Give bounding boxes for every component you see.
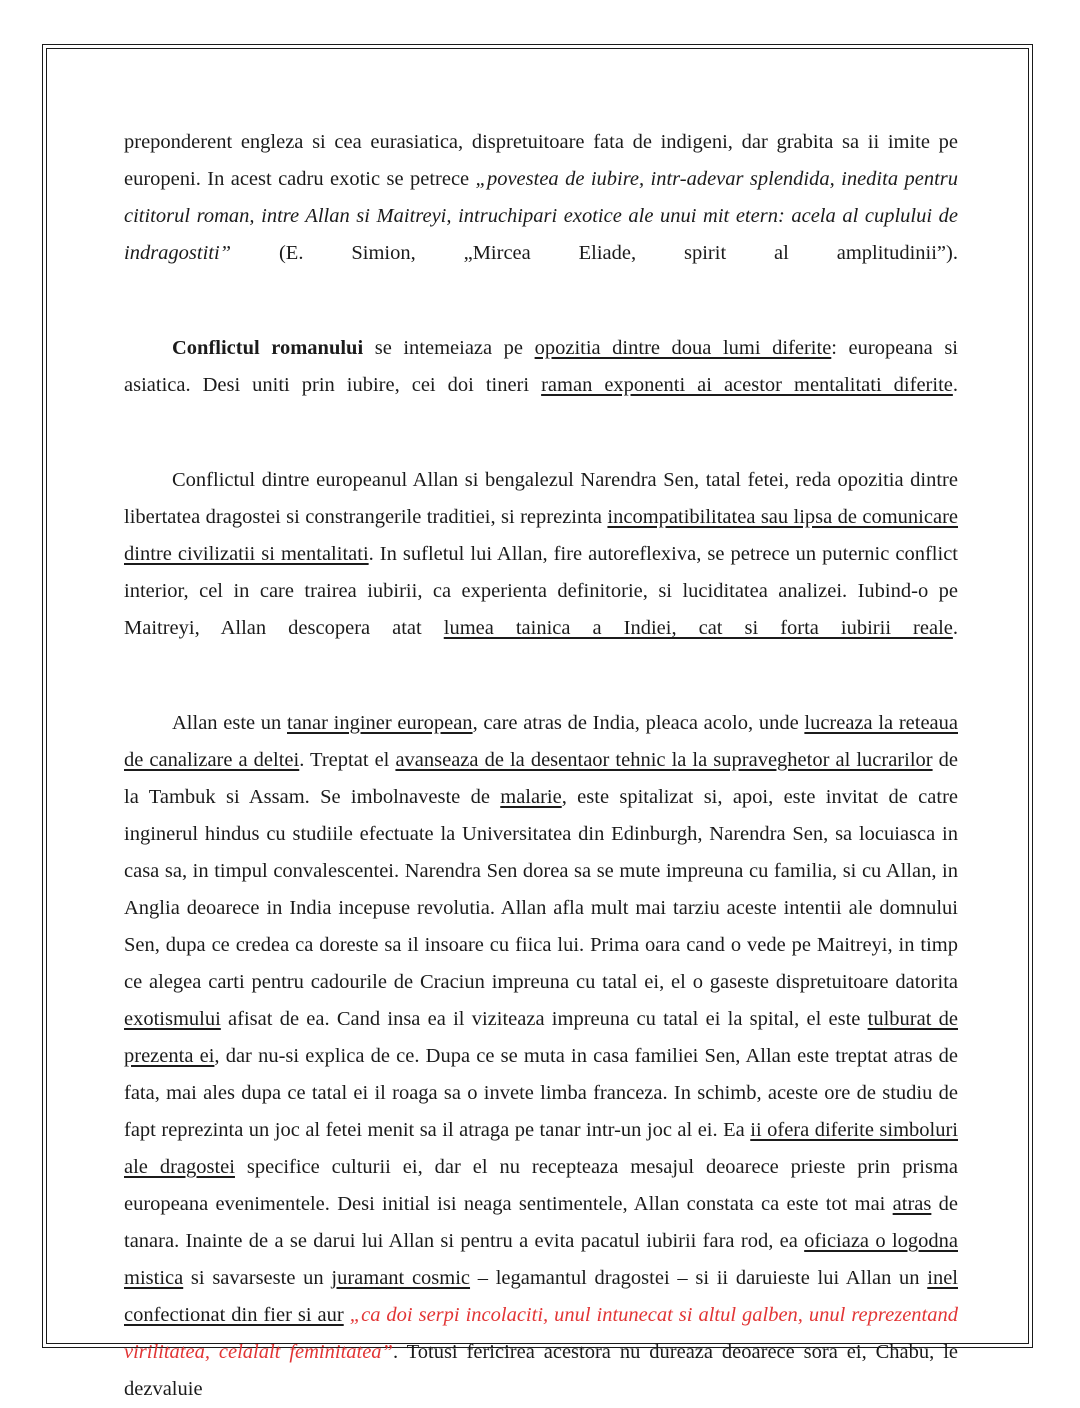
p2-run1: se intemeiaza pe	[363, 337, 535, 359]
p2-run3: .	[952, 374, 958, 396]
p4-underline-8: atras	[892, 1193, 932, 1215]
p4-run3: . Treptat el	[299, 749, 396, 771]
p4-run13: . Totusi fericirea acestora nu dureaza deoarece sora ei, Chabu, le dezvaluie	[124, 1341, 959, 1400]
p4-underline-6: tulburat de prezenta ei	[124, 1008, 958, 1067]
p3-underline-2: lumea tainica a Indiei, cat si forta iubirii reale	[443, 617, 953, 639]
p4-run5: , este spitalizat si, apoi, este invitat de catre inginerul hindus cu studiile efectuate la Universitatea din Edinburgh, Narendra Sen, sa locuiasca in casa sa, in timpul convalescentei. Narendra Sen dorea sa se mute impreuna cu familia, si cu Allan, in Anglia deoarece in India incepuse revolutia. Allan afla mult mai tarziu aceste intentii ale domnului Sen, dupa ce credea ca doreste sa il insoare cu fiica lui. Prima oara cand o vede pe Maitreyi, in timp ce alegea carti pentru cadourile de Craciun impreuna cu tatal ei, el o gaseste dispretuitoare datorita	[124, 786, 958, 993]
p4-underline-3: avanseaza de la desentaor tehnic la la supraveghetor al lucrarilor	[395, 749, 933, 771]
p2-underline-1: opozitia dintre doua lumi diferite	[534, 337, 832, 359]
paragraph-2	[124, 330, 958, 441]
p4-underline-9: oficiaza o logodna mistica	[124, 1230, 958, 1289]
p1-italic-quote: „povestea de iubire, intr-adevar splendida, inedita pentru cititorul roman, intre Allan si Maitreyi, intruchipari exotice ale unui mit etern: acela al cuplului de indragostiti”	[124, 168, 958, 264]
p4-run7: , dar nu-si explica de ce. Dupa ce se muta in casa familiei Sen, Allan este treptat atras de fata, mai ales dupa ce tatal ei il roaga sa o invete limba franceza. In schimb, aceste ore de studiu de fapt reprezinta un joc al fetei menit sa il atraga pe tanar intr-un joc al ei. Ea	[124, 1045, 959, 1141]
p4-run1: Allan este un	[172, 712, 287, 734]
p2-run2: : europeana si asiatica. Desi uniti prin iubire, cei doi tineri	[124, 337, 958, 396]
paragraph-1	[124, 124, 958, 309]
p4-underline-1: tanar inginer european	[287, 712, 473, 734]
p4-underline-2: lucreaza la reteaua de canalizare a deltei	[124, 712, 958, 771]
p4-run4: de la Tambuk si Assam. Se imbolnaveste de	[124, 749, 959, 808]
p4-run10: si savarseste un	[183, 1267, 332, 1289]
p4-red-italic-quote: „ca doi serpi incolaciti, unul intunecat si altul galben, unul reprezentand virilitatea, celalalt feminitatea”	[124, 1304, 958, 1363]
p3-run3: .	[952, 617, 958, 639]
p4-underline-11: inel confectionat din fier si aur	[124, 1267, 958, 1326]
paragraph-4	[124, 705, 958, 1408]
p4-underline-4: malarie	[500, 786, 562, 808]
p4-underline-7: ii ofera diferite simboluri ale dragostei	[124, 1119, 958, 1178]
p4-underline-10: juramant cosmic	[331, 1267, 471, 1289]
paragraph-3	[124, 462, 958, 684]
p2-underline-2: raman exponenti ai acestor mentalitati diferite	[541, 374, 953, 396]
p4-run9: de tanara. Inainte de a se darui lui Allan si pentru a evita pacatul iubirii fara rod, ea	[124, 1193, 958, 1252]
p2-bold-lead: Conflictul romanului	[172, 337, 364, 359]
p3-underline-1: incompatibilitatea sau lipsa de comunicare dintre civilizatii si mentalitati	[124, 506, 958, 565]
p1-run2: (E. Simion, „Mircea Eliade, spirit al amplitudinii”).	[231, 242, 958, 264]
p4-underline-5: exotismului	[124, 1008, 221, 1030]
p3-run2: . In sufletul lui Allan, fire autoreflexiva, se petrece un puternic conflict interior, cel in care trairea iubirii, ca experienta definitorie, si luciditatea analizei. Iubind-o pe Maitreyi, Allan descopera atat	[124, 543, 958, 639]
p4-run8: specifice culturii ei, dar el nu recepteaza mesajul deoarece prieste prin prisma europeana evenimentele. Desi initial isi neaga sentimentele, Allan constata ca este tot mai	[124, 1156, 958, 1215]
p3-run1: Conflictul dintre europeanul Allan si bengalezul Narendra Sen, tatal fetei, reda opozitia dintre libertatea dragostei si constrangerile traditiei, si reprezinta	[124, 469, 958, 528]
p1-run1: preponderent engleza si cea eurasiatica, dispretuitoare fata de indigeni, dar grabita sa ii imite pe europeni. In acest cadru exotic se petrece	[124, 131, 958, 190]
p4-run11: – legamantul dragostei – si ii daruieste lui Allan un	[470, 1267, 928, 1289]
p4-run2: , care atras de India, pleaca acolo, unde	[472, 712, 805, 734]
document-text-body	[124, 124, 958, 1408]
p4-run6: afisat de ea. Cand insa ea il viziteaza impreuna cu tatal ei la spital, el este	[220, 1008, 868, 1030]
